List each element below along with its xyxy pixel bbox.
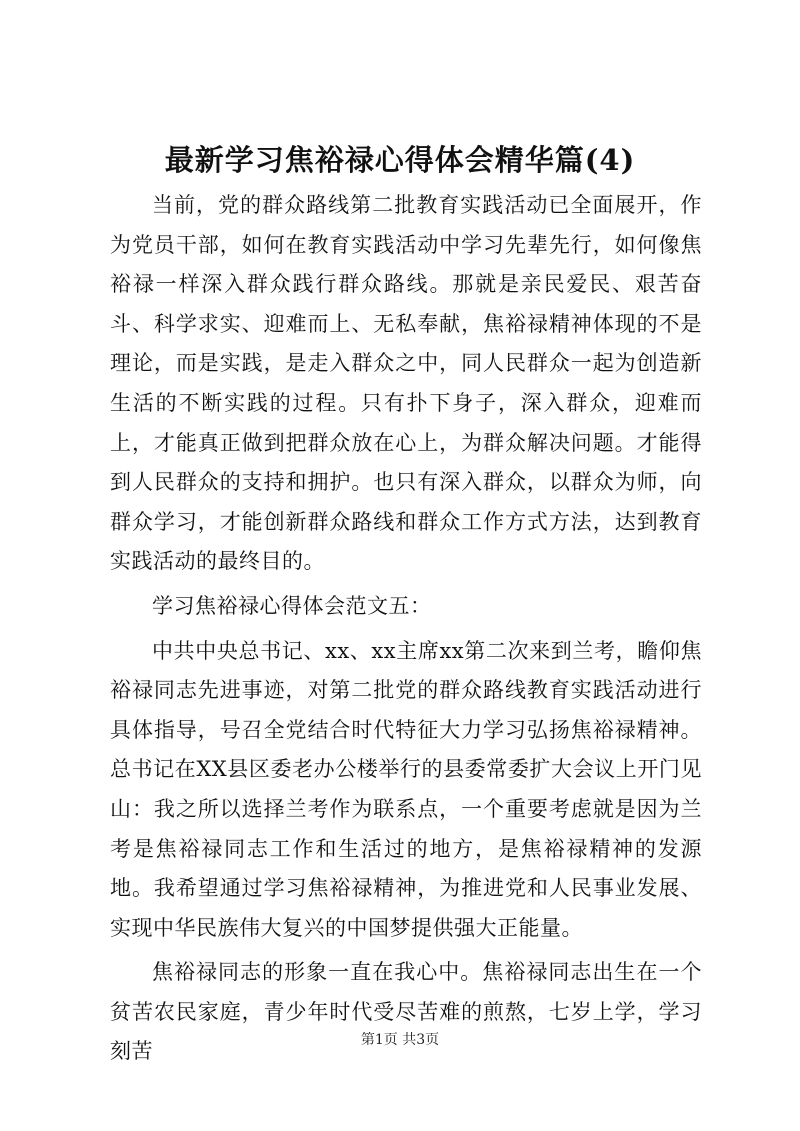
paragraph: 中共中央总书记、xx、xx主席xx第二次来到兰考，瞻仰焦裕禄同志先进事迹，对第二批党的群众路线教育实践活动进行具体指导，号召全党结合时代特征大力学习弘扬焦裕禄精神。总书记在XX县区委老办公楼举行的县委常委扩大会议上开门见山：我之所以选择兰考作为联系点，一个重要考虑就是因为兰考是焦裕禄同志工作和生活过的地方，是焦裕禄精神的发源地。我希望通过学习焦裕禄精神，为推进党和人民事业发展、实现中华民族伟大复兴的中国梦提供强大正能量。 <box>110 638 702 940</box>
paragraph: 当前，党的群众路线第二批教育实践活动已全面展开，作为党员干部，如何在教育实践活动中学习先辈先行，如何像焦裕禄一样深入群众践行群众路线。那就是亲民爱民、艰苦奋斗、科学求实、迎难而上、无私奉献，焦裕禄精神体现的不是理论，而是实践，是走入群众之中，同人民群众一起为创造新生活的不断实践的过程。只有扑下身子，深入群众，迎难而上，才能真正做到把群众放在心上，为群众解决问题。才能得到人民群众的支持和拥护。也只有深入群众，以群众为师，向群众学习，才能创新群众路线和群众工作方式方法，达到教育实践活动的最终目的。 <box>110 193 702 574</box>
document-title: 最新学习焦裕禄心得体会精华篇(4) <box>164 143 636 177</box>
paragraph: 学习焦裕禄心得体会范文五： <box>152 593 432 618</box>
page-number-footer: 第1页 共3页 <box>360 1032 440 1048</box>
paragraph: 焦裕禄同志的形象一直在我心中。焦裕禄同志出生在一个贫苦农民家庭，青少年时代受尽苦难的煎熬，七岁上学，学习刻苦 <box>110 960 702 1064</box>
document-body <box>110 186 702 1072</box>
